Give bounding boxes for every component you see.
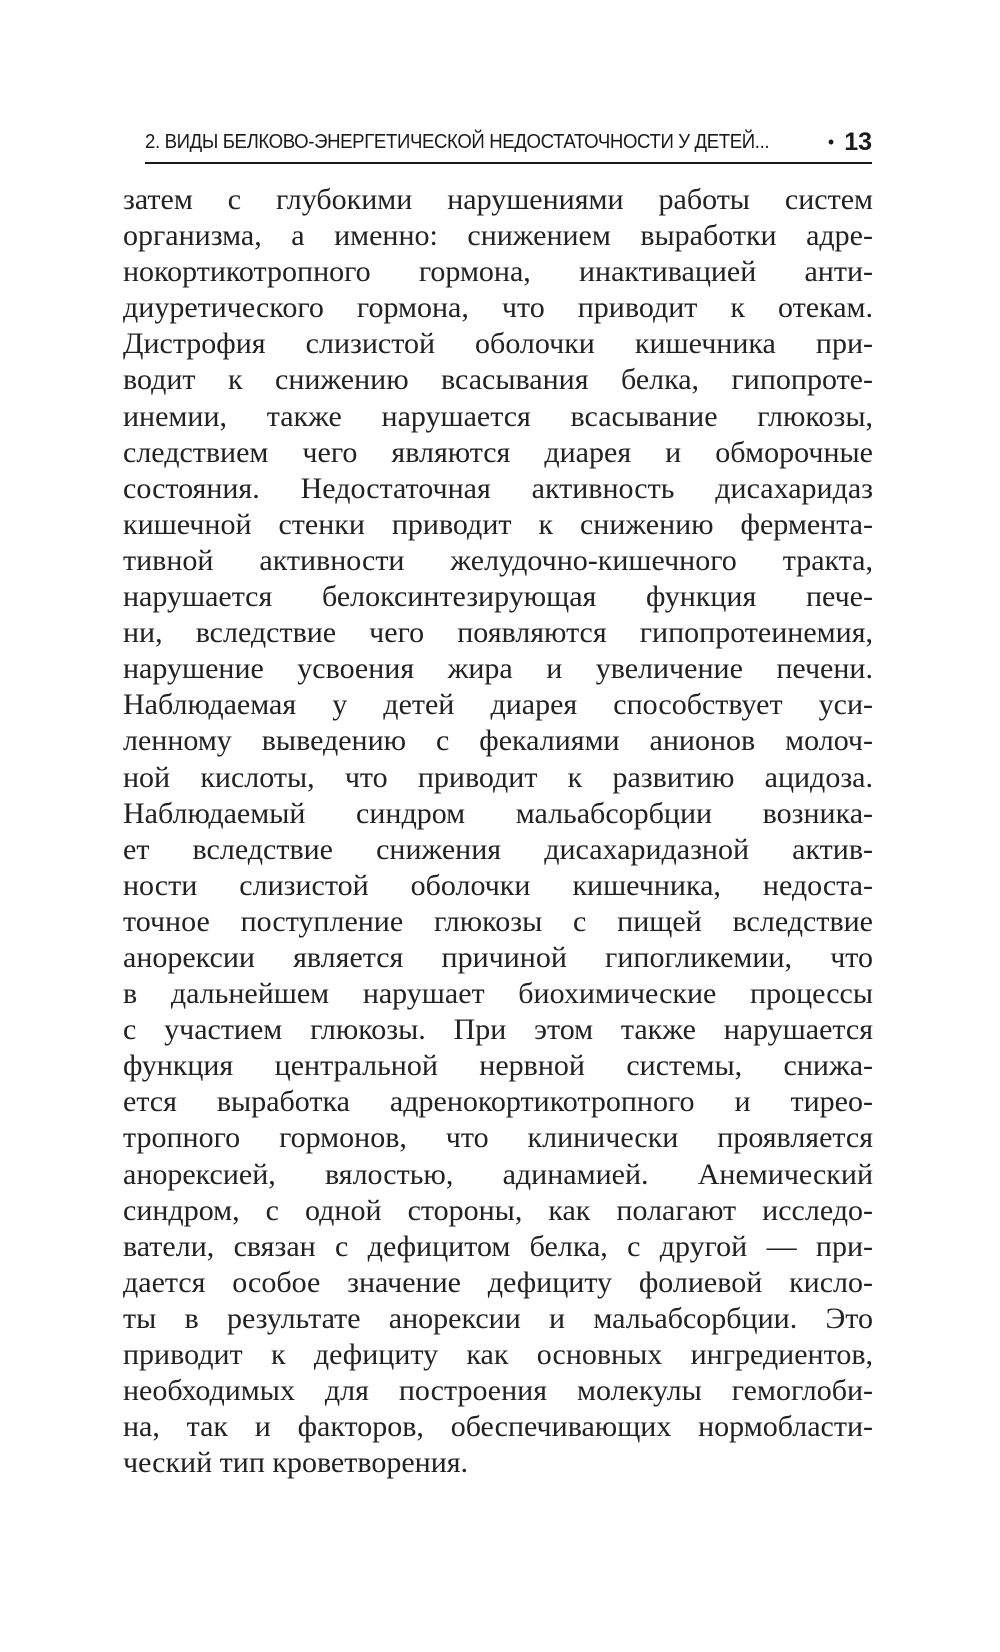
text-line: тропного гормонов, что клинически проявляется <box>123 1121 873 1155</box>
text-line: кишечной стенки приводит к снижению фермента- <box>123 507 873 541</box>
text-line: дается особое значение дефициту фолиевой кисло- <box>123 1265 873 1299</box>
text-line: ной кислоты, что приводит к развитию ацидоза. <box>123 760 873 794</box>
text-line: инемии, также нарушается всасывание глюкозы, <box>123 399 873 433</box>
text-line: ни, вследствие чего появляются гипопротеинемия, <box>123 616 873 650</box>
page-number: 13 <box>844 127 872 156</box>
text-line: функция центральной нервной системы, снижа- <box>123 1049 873 1083</box>
text-line: приводит к дефициту как основных ингредиентов, <box>123 1338 873 1371</box>
text-line: анорексии является причиной гипогликемии, что <box>123 940 873 974</box>
text-line: тивной активности желудочно-кишечного тракта, <box>123 543 873 577</box>
text-line: следствием чего являются диарея и обморочные <box>123 435 873 469</box>
text-line: синдром, с одной стороны, как полагают исследо- <box>123 1193 873 1227</box>
text-line: диуретического гормона, что приводит к отекам. <box>123 291 873 325</box>
text-line: Наблюдаемый синдром мальабсорбции возника- <box>123 796 873 830</box>
text-line: ленному выведению с фекалиями анионов молоч- <box>123 724 873 758</box>
bullet-separator: • <box>827 132 835 152</box>
body-text <box>123 182 873 1481</box>
text-line: необходимых для построения молекулы гемоглоби- <box>123 1374 873 1408</box>
text-line: Наблюдаемая у детей диарея способствует уси- <box>123 688 873 722</box>
text-line: затем с глубокими нарушениями работы систем <box>123 183 873 216</box>
text-line: водит к снижению всасывания белка, гипопроте- <box>123 363 873 397</box>
text-line: ется выработка адренокортикотропного и тирео- <box>123 1085 873 1119</box>
text-line: точное поступление глюкозы с пищей вследствие <box>123 904 873 938</box>
text-line: нарушение усвоения жира и увеличение печени. <box>123 652 873 686</box>
running-header <box>145 122 872 164</box>
text-line: нарушается белоксинтезирующая функция пече- <box>123 580 873 614</box>
header-right <box>828 128 872 157</box>
text-line: организма, а именно: снижением выработки адре- <box>123 219 873 253</box>
text-line: состояния. Недостаточная активность дисахаридаз <box>123 471 873 505</box>
text-line: Дистрофия слизистой оболочки кишечника при- <box>123 327 873 361</box>
text-line: ческий тип кроветворения. <box>123 1446 469 1480</box>
text-line: нокортикотропного гормона, инактивацией анти- <box>123 255 873 289</box>
text-line: ватели, связан с дефицитом белка, с другой — при- <box>123 1229 873 1263</box>
text-line: анорексией, вялостью, адинамией. Анемический <box>123 1157 873 1191</box>
text-line: с участием глюкозы. При этом также нарушается <box>123 1013 873 1047</box>
text-line: ты в результате анорексии и мальабсорбции. Это <box>123 1301 873 1335</box>
text-line: в дальнейшем нарушает биохимические процессы <box>123 977 873 1011</box>
text-line: ет вследствие снижения дисахаридазной актив- <box>123 832 873 866</box>
chapter-title: 2. ВИДЫ БЕЛКОВО-ЭНЕРГЕТИЧЕСКОЙ НЕДОСТАТОЧНОСТИ У ДЕТЕЙ... <box>145 130 770 153</box>
text-line: на, так и факторов, обеспечивающих нормобласти- <box>123 1410 873 1444</box>
text-line: ности слизистой оболочки кишечника, недоста- <box>123 868 873 902</box>
